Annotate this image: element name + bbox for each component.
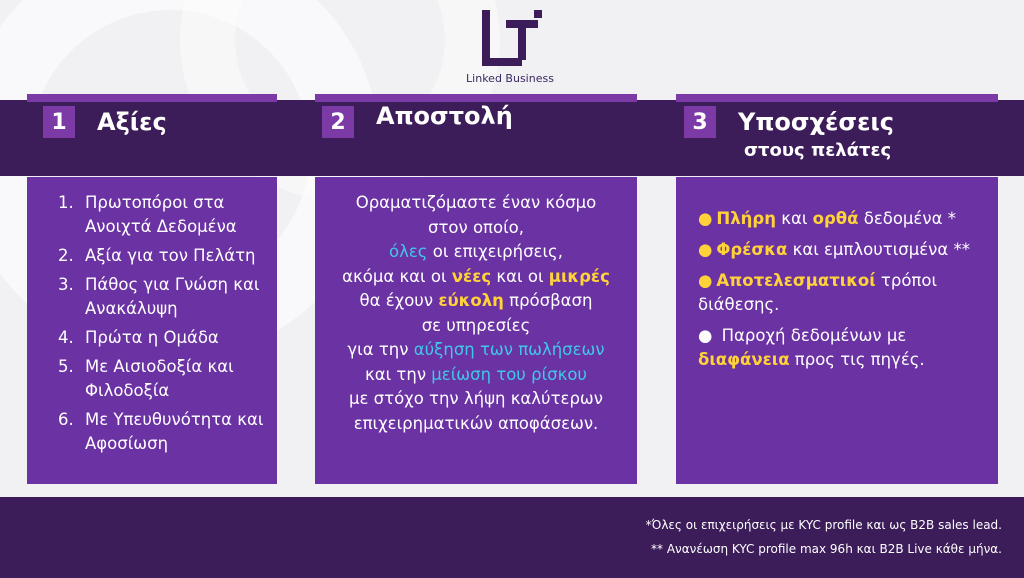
commit-text-part: και — [775, 209, 813, 228]
mission-text-part: πρόσβαση — [503, 291, 593, 310]
brand-logo — [440, 8, 580, 92]
highlight-text: μικρές — [548, 266, 610, 286]
highlight-text: διαφάνεια — [698, 350, 790, 369]
values-title: Αξίες — [97, 108, 167, 136]
list-item — [698, 238, 988, 262]
column-number-badge: 2 — [322, 106, 354, 138]
bullet-icon: ● — [698, 326, 713, 345]
commit-text-part: Παροχή δεδομένων με — [716, 326, 907, 345]
commitments-title — [738, 106, 894, 164]
column-1-top-bar — [27, 94, 277, 102]
mission-line: με στόχο την λήψη καλύτερων — [349, 389, 603, 408]
mission-line — [315, 240, 637, 265]
highlight-text: Φρέσκα — [716, 240, 788, 259]
highlight-text: μείωση του ρίσκου — [431, 364, 587, 384]
commit-text-part: δεδομένα * — [858, 209, 956, 228]
brand-name: Linked Business — [466, 72, 554, 85]
list-item: 2. Αξία για τον Πελάτη — [79, 244, 267, 268]
bullet-icon: ● — [698, 209, 713, 228]
list-item: 6. Με Υπευθυνότητα και Αφοσίωση — [79, 408, 267, 456]
list-item: 1. Πρωτοπόροι στα Ανοιχτά Δεδομένα — [79, 191, 267, 239]
column-number-badge: 3 — [684, 106, 716, 138]
mission-text-part: και την — [365, 364, 432, 384]
mission-line — [315, 265, 637, 290]
mission-panel — [315, 177, 637, 484]
mission-line — [315, 289, 637, 314]
highlight-text: Αποτελεσματικοί — [716, 271, 876, 290]
mission-text — [315, 177, 637, 436]
commitments-subtitle: στους πελάτες — [744, 140, 892, 161]
mission-line: επιχειρηματικών αποφάσεων. — [353, 413, 599, 433]
mission-header — [322, 102, 513, 138]
highlight-text: εύκολη — [438, 291, 504, 310]
mission-text-part: και οι — [491, 266, 549, 286]
list-item — [698, 324, 988, 372]
list-item — [698, 269, 988, 317]
mission-text-part: για την — [347, 340, 414, 359]
highlight-text: ορθά — [812, 209, 859, 228]
column-3-top-bar — [676, 94, 998, 102]
values-header — [43, 106, 167, 138]
commit-text-part: τρόποι διάθεσης. — [698, 271, 938, 314]
mission-text-part: ακόμα και οι — [342, 266, 452, 286]
commitments-header — [684, 106, 894, 164]
highlight-text: αύξηση των πωλήσεων — [413, 340, 605, 359]
column-number-badge: 1 — [43, 106, 75, 138]
footnotes — [646, 513, 1002, 561]
list-item: 5. Με Αισιοδοξία και Φιλοδοξία — [79, 355, 267, 403]
list-item: 3. Πάθος για Γνώση και Ανακάλυψη — [79, 273, 267, 321]
mission-title: Αποστολή — [376, 102, 513, 130]
bullet-icon: ● — [698, 240, 713, 259]
footnote: *Όλες οι επιχειρήσεις με KYC profile και ως B2B sales lead. — [645, 518, 1002, 532]
values-list — [27, 177, 277, 456]
mission-line: στον οποίο, — [428, 217, 524, 237]
mission-text-part: θα έχουν — [359, 291, 439, 310]
mission-line — [315, 363, 637, 388]
logo-icon — [478, 8, 542, 68]
mission-line — [315, 338, 637, 363]
highlight-text: νέες — [451, 266, 492, 286]
commitments-panel — [676, 177, 998, 484]
bullet-icon: ● — [698, 271, 713, 290]
commit-text-part: και εμπλουτισμένα ** — [787, 240, 971, 259]
mission-text-part: οι επιχειρήσεις, — [427, 242, 563, 261]
commit-text-part: προς τις πηγές. — [789, 350, 925, 369]
footnote: ** Ανανέωση KYC profile max 96h και B2B Live κάθε μήνα. — [651, 542, 1002, 556]
mission-line: σε υπηρεσίες — [421, 315, 531, 335]
commitments-title-main: Υποσχέσεις — [738, 108, 895, 136]
highlight-text: Πλήρη — [716, 209, 776, 228]
mission-line: Οραματιζόμαστε έναν κόσμο — [355, 193, 597, 212]
commitments-list — [676, 177, 998, 372]
list-item: 4. Πρώτα η Ομάδα — [79, 326, 267, 350]
list-item — [698, 207, 988, 231]
highlight-text: όλες — [389, 242, 428, 261]
values-panel — [27, 177, 277, 484]
